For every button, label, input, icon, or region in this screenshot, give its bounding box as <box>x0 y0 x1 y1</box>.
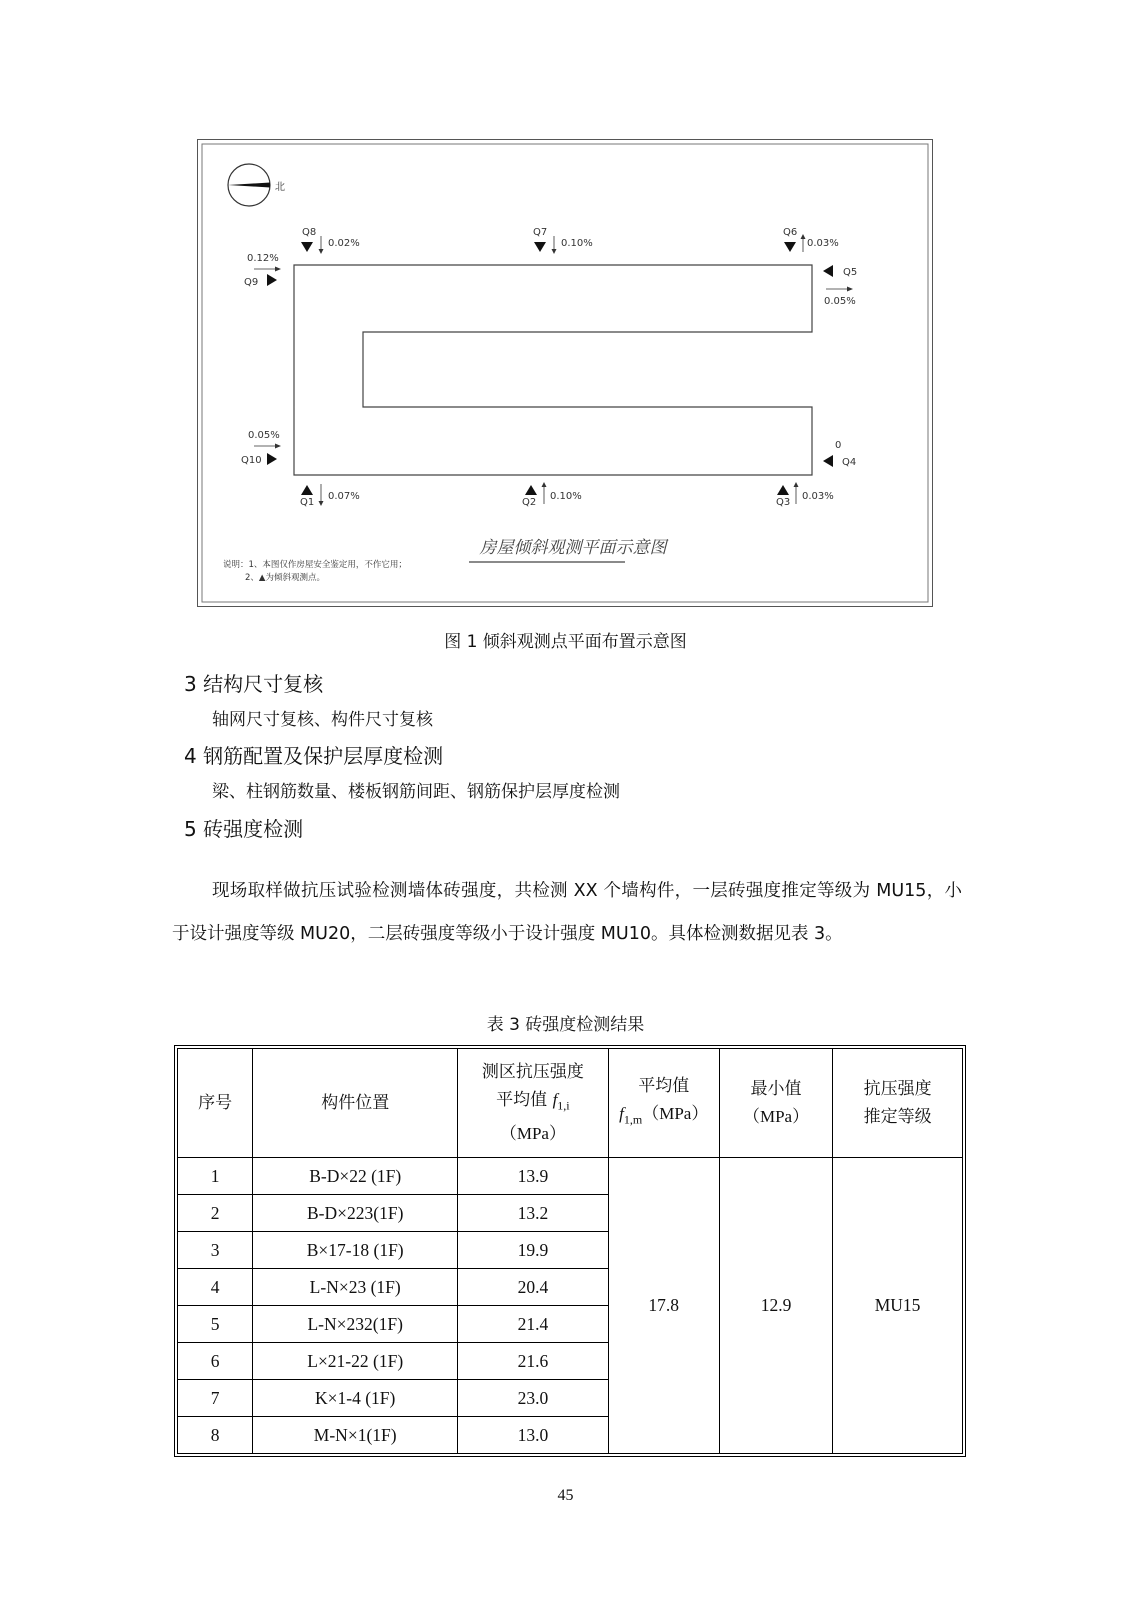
section-3-text: 轴网尺寸复核、构件尺寸复核 <box>212 710 433 730</box>
observation-point-q8 <box>301 227 360 254</box>
table-caption: 表 3 砖强度检测结果 <box>486 1015 645 1035</box>
brick-strength-table <box>177 1048 963 1454</box>
svg-text:Q4: Q4 <box>842 457 857 468</box>
figure-caption: 图 1 倾斜观测点平面布置示意图 <box>444 632 687 652</box>
cell-location: B-D×223(1F) <box>253 1195 458 1232</box>
svg-text:0.05%: 0.05% <box>248 430 280 441</box>
cell-serial: 7 <box>178 1380 253 1417</box>
svg-text:北: 北 <box>275 182 285 193</box>
header-zone-average: 测区抗压强度 平均值 $f_{1,i}$ （MPa） <box>458 1049 608 1158</box>
cell-location: L-N×23 (1F) <box>253 1269 458 1306</box>
svg-text:Q9: Q9 <box>244 277 259 288</box>
svg-text:0.05%: 0.05% <box>824 296 856 307</box>
cell-location: B-D×22 (1F) <box>253 1158 458 1195</box>
cell-zone-average: 19.9 <box>458 1232 608 1269</box>
svg-text:Q8: Q8 <box>302 227 317 238</box>
cell-zone-average: 23.0 <box>458 1380 608 1417</box>
cell-zone-average: 13.0 <box>458 1417 608 1454</box>
table-header-row <box>178 1049 963 1158</box>
svg-text:0.10%: 0.10% <box>561 238 593 249</box>
svg-text:Q3: Q3 <box>776 497 791 508</box>
svg-text:0.12%: 0.12% <box>247 253 279 264</box>
svg-text:房屋倾斜观测平面示意图: 房屋倾斜观测平面示意图 <box>479 538 667 558</box>
cell-location: L-N×232(1F) <box>253 1306 458 1343</box>
svg-text:0.07%: 0.07% <box>328 491 360 502</box>
header-serial: 序号 <box>178 1049 253 1158</box>
cell-average: 17.8 <box>608 1158 719 1454</box>
cell-serial: 4 <box>178 1269 253 1306</box>
header-location: 构件位置 <box>253 1049 458 1158</box>
observation-point-q9 <box>244 253 281 288</box>
cell-serial: 6 <box>178 1343 253 1380</box>
cell-serial: 1 <box>178 1158 253 1195</box>
section-4-text: 梁、柱钢筋数量、楼板钢筋间距、钢筋保护层厚度检测 <box>212 782 620 802</box>
observation-point-q7 <box>533 227 593 254</box>
outer-frame <box>198 140 933 607</box>
section-5-paragraph: 现场取样做抗压试验检测墙体砖强度，共检测 XX 个墙构件，一层砖强度推定等级为 MU15，小于设计强度等级 MU20，二层砖强度等级小于设计强度 MU10。具体检测数据见表 3。 <box>172 881 962 944</box>
observation-point-q2 <box>522 482 582 508</box>
plan-drawing <box>197 139 933 607</box>
svg-text:0.03%: 0.03% <box>802 491 834 502</box>
section-5-heading: 5 砖强度检测 <box>184 817 304 841</box>
svg-text:Q1: Q1 <box>300 497 315 508</box>
observation-point-q5 <box>823 265 857 307</box>
cell-grade: MU15 <box>833 1158 963 1454</box>
cell-serial: 3 <box>178 1232 253 1269</box>
cell-serial: 2 <box>178 1195 253 1232</box>
cell-zone-average: 21.6 <box>458 1343 608 1380</box>
svg-text:Q7: Q7 <box>533 227 548 238</box>
cell-zone-average: 21.4 <box>458 1306 608 1343</box>
page-number: 45 <box>557 1487 574 1504</box>
svg-text:0.10%: 0.10% <box>550 491 582 502</box>
svg-text:Q2: Q2 <box>522 497 537 508</box>
svg-text:0.03%: 0.03% <box>807 238 839 249</box>
drawing-note-line2: 2、▲为倾斜观测点。 <box>245 573 325 583</box>
brick-strength-table-frame <box>174 1045 966 1457</box>
observation-point-q6 <box>783 227 839 252</box>
cell-zone-average: 13.2 <box>458 1195 608 1232</box>
cell-location: M-N×1(1F) <box>253 1417 458 1454</box>
drawing-title <box>469 538 669 562</box>
cell-location: B×17-18 (1F) <box>253 1232 458 1269</box>
building-outline <box>294 265 812 475</box>
inner-frame <box>202 144 928 602</box>
section-4-heading: 4 钢筋配置及保护层厚度检测 <box>184 744 444 768</box>
header-average: 平均值 $f_{1,m}(MPa)$ <box>608 1049 719 1158</box>
svg-text:Q10: Q10 <box>241 455 262 466</box>
svg-text:Q5: Q5 <box>843 267 858 278</box>
svg-text:Q6: Q6 <box>783 227 798 238</box>
header-minimum: 最小值 （MPa） <box>719 1049 832 1158</box>
cell-zone-average: 13.9 <box>458 1158 608 1195</box>
cell-location: L×21-22 (1F) <box>253 1343 458 1380</box>
observation-point-q10 <box>241 430 281 466</box>
drawing-note-line1: 说明：1、本图仅作房屋安全鉴定用，不作它用； <box>223 560 407 570</box>
tilt-observation-plan-figure <box>197 139 933 607</box>
cell-location: K×1-4 (1F) <box>253 1380 458 1417</box>
observation-point-q4 <box>823 440 856 468</box>
cell-minimum: 12.9 <box>719 1158 832 1454</box>
svg-text:0: 0 <box>835 440 842 451</box>
cell-serial: 8 <box>178 1417 253 1454</box>
observation-point-q3 <box>776 482 834 508</box>
svg-text:0.02%: 0.02% <box>328 238 360 249</box>
table-row <box>178 1158 963 1195</box>
section-3-heading: 3 结构尺寸复核 <box>184 672 324 696</box>
header-grade: 抗压强度 推定等级 <box>833 1049 963 1158</box>
cell-serial: 5 <box>178 1306 253 1343</box>
cell-zone-average: 20.4 <box>458 1269 608 1306</box>
observation-point-q1 <box>300 484 360 508</box>
north-arrow-icon <box>228 164 285 206</box>
